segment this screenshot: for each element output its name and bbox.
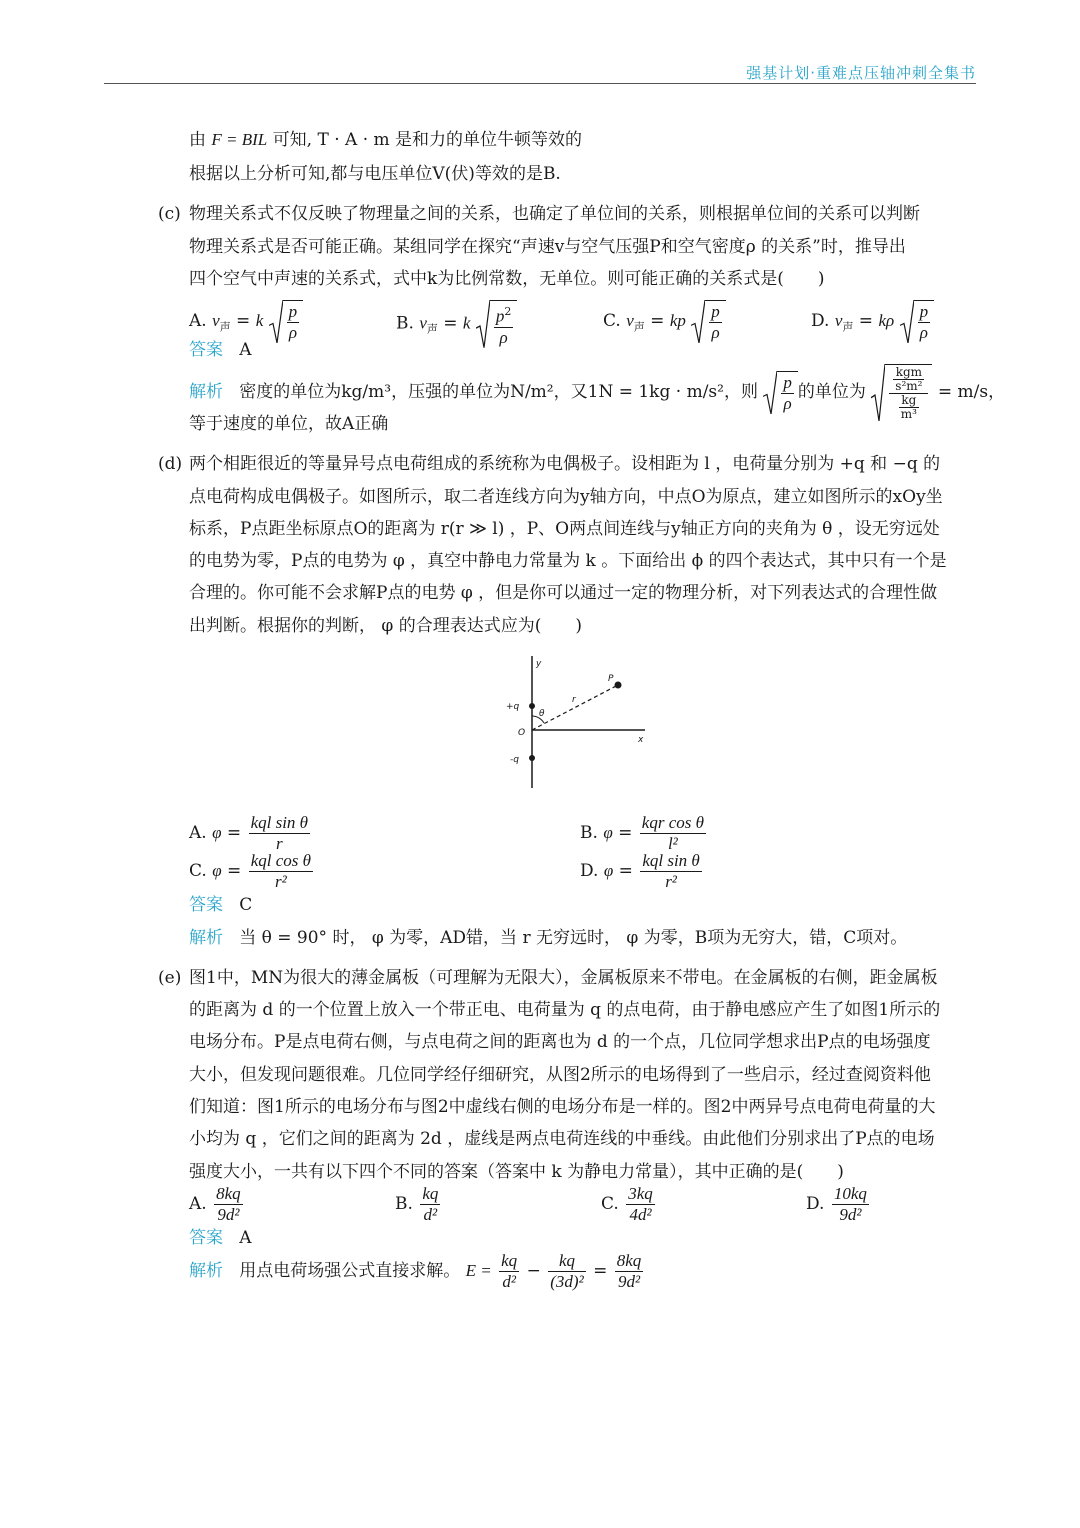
point-p	[615, 682, 622, 689]
intro-text: 可知, T · A · m 是和力的单位牛顿等效的	[272, 130, 583, 150]
sqrt: $\frac{p}{\rho}$	[691, 300, 726, 343]
question-text: 点电荷构成电偶极子。如图所示，取二者连线方向为y轴方向，中点O为原点，建立如图所示的xOy坐	[189, 487, 943, 507]
option-a: A. $v_声 = k$ $\frac{p}{\rho}$	[189, 300, 303, 343]
option-a: A. $\frac{8kq}{\text{9d²}}$	[189, 1184, 241, 1224]
p-label: P	[608, 674, 614, 684]
option-b: B. $v_声 = k$ $\frac{p^2}{\rho}$	[396, 300, 517, 348]
sqrt: $\frac{p^2}{\rho}$	[476, 300, 518, 348]
answer-value: C	[239, 895, 253, 915]
option-label: D.	[811, 311, 830, 331]
unit: kg/m³	[341, 382, 392, 402]
plus-q-label: +q	[506, 702, 520, 712]
minus-charge	[529, 755, 535, 761]
question-text: 电场分布。P是点电荷右侧，与点电荷之间的距离也为 d 的一个点，几位同学想求出P点的电场强度	[189, 1032, 931, 1052]
analysis-text: = m/s，	[937, 382, 1006, 402]
question-text: 物理关系式是否可能正确。某组同学在探究“声速v与空气压强P和空气密度ρ 的关系”时，推导出	[189, 237, 906, 257]
analysis-label: 解析	[189, 928, 223, 948]
analysis-text: ，又	[553, 382, 588, 402]
option-label: C.	[189, 861, 207, 881]
analysis-text: ，压强的单位为	[391, 382, 511, 402]
option-label: A.	[189, 311, 207, 331]
answer-value: A	[239, 340, 252, 360]
option-label: A.	[189, 823, 207, 843]
option-a: A. φ = $\frac{\text{kql sin θ}}{r}$	[189, 813, 309, 853]
answer-line	[189, 339, 252, 361]
question-text: 标系，P点距坐标原点O的距离为 r(r ≫ l) ，P、O两点间连线与y轴正方向的夹角为 θ ，设无穷远处	[189, 519, 940, 539]
answer-label: 答案	[189, 1228, 223, 1248]
question-text: 的距离为 d 的一个位置上放入一个带正电、电荷量为 q 的点电荷，由于静电感应产生了如图1所示的	[189, 1000, 941, 1020]
question-label: (e)	[158, 968, 182, 988]
analysis-line	[189, 927, 907, 949]
minus-q-label: -q	[510, 755, 519, 765]
analysis-text: 当 θ = 90° 时， φ 为零，AD错，当 r 无穷远时， φ 为零，B项为无穷大，错，C项对。	[239, 928, 908, 948]
option-label: C.	[601, 1194, 619, 1214]
formula: F = BIL	[211, 130, 268, 149]
intro-line-1	[189, 129, 582, 151]
option-d: D. φ = $\frac{\text{kql sin θ}}{\text{r²}}$	[580, 851, 700, 891]
theta-label: θ	[539, 709, 545, 719]
question-text: 强度大小，一共有以下四个不同的答案（答案中 k 为静电力常量），其中正确的是( )	[189, 1162, 844, 1182]
option-label: A.	[189, 1194, 207, 1214]
question-text: 大小，但发现问题很难。几位同学经仔细研究，从图2所示的电场得到了一些启示，经过查阅资料他	[189, 1065, 931, 1085]
option-label: B.	[395, 1194, 413, 1214]
option-label: B.	[580, 823, 598, 843]
unit: N/m²	[510, 382, 554, 402]
analysis-text: 密度的单位为	[239, 382, 342, 402]
question-text: 两个相距很近的等量异号点电荷组成的系统称为电偶极子。设相距为 l ，电荷量分别为 +q 和 −q 的	[189, 454, 941, 474]
header-title: 强基计划·重难点压轴冲刺全集书	[746, 64, 976, 82]
formula: E =	[465, 1261, 492, 1280]
analysis-line-2: 等于速度的单位，故A正确	[189, 414, 389, 434]
intro-line-2: 根据以上分析可知,都与电压单位V(伏)等效的是B.	[189, 164, 561, 184]
y-label: y	[536, 659, 542, 669]
x-label: x	[638, 735, 644, 745]
option-c: C. $\frac{3kq}{\text{4d²}}$	[601, 1184, 653, 1224]
answer-line	[189, 894, 252, 916]
sqrt: $\frac{\frac{\text{kgm}}{\text{s²m²}}}{\frac{kg}{\text{m³}}}$	[871, 364, 932, 421]
option-b: B. $\frac{kq}{\text{d²}}$	[395, 1184, 439, 1224]
o-label: O	[518, 728, 526, 738]
answer-label: 答案	[189, 895, 223, 915]
question-text: 图1中，MN为很大的薄金属板（可理解为无限大），金属板原来不带电。在金属板的右侧，距金属板	[189, 968, 938, 988]
answer-line	[189, 1227, 252, 1249]
r-dashed-line	[532, 685, 618, 730]
operator: =	[593, 1261, 608, 1281]
answer-label: 答案	[189, 340, 223, 360]
equation: 1N = 1kg · m/s²	[587, 382, 724, 402]
question-text: 出判断。根据你的判断， φ 的合理表达式应为( )	[189, 616, 582, 636]
question-text: 们知道：图1所示的电场分布与图2中虚线右侧的电场分布是一样的。图2中两异号点电荷电荷量的大	[189, 1097, 936, 1117]
option-label: D.	[580, 861, 599, 881]
analysis-line: 解析 用点电荷场强公式直接求解。 E = $\frac{kq}{\text{d²}}$ − $\frac{kq}{\text{(3d)²}}$ = $\frac{8kq}{\text{9d²}}$	[189, 1251, 642, 1291]
plus-charge	[529, 703, 535, 709]
option-c: C. φ = $\frac{\text{kql cos θ}}{\text{r²}}$	[189, 851, 311, 891]
option-d: D. $\frac{10kq}{\text{9d²}}$	[806, 1184, 867, 1224]
analysis-text: 用点电荷场强公式直接求解。	[239, 1261, 461, 1281]
option-label: D.	[806, 1194, 825, 1214]
question-text: 四个空气中声速的关系式，式中k为比例常数，无单位。则可能正确的关系式是( )	[189, 269, 825, 289]
analysis-text: ，则	[723, 382, 758, 402]
question-text: 物理关系式不仅反映了物理量之间的关系，也确定了单位间的关系，则根据单位间的关系可以判断	[189, 204, 920, 224]
analysis-text: 的单位为	[797, 382, 866, 402]
sqrt: $\frac{p}{\rho}$	[269, 300, 304, 343]
dipole-figure	[500, 650, 660, 790]
analysis-label: 解析	[189, 1261, 223, 1281]
option-label: C.	[603, 311, 621, 331]
intro-text: 由	[189, 130, 206, 150]
question-text: 合理的。你可能不会求解P点的电势 φ ，但是你可以通过一定的物理分析，对下列表达式的合理性做	[189, 583, 938, 603]
question-label: (d)	[158, 454, 183, 474]
answer-value: A	[239, 1228, 252, 1248]
option-b: B. φ = $\frac{\text{kqr cos θ}}{\text{l²}}$	[580, 813, 704, 853]
operator: −	[526, 1261, 541, 1281]
question-text: 小均为 q ，它们之间的距离为 2d ，虚线是两点电荷连线的中垂线。由此他们分别求出了P点的电场	[189, 1129, 935, 1149]
question-label: (c)	[158, 204, 181, 224]
sqrt: $\frac{p}{\rho}$	[900, 300, 935, 343]
question-text: 的电势为零，P点的电势为 φ ，真空中静电力常量为 k 。下面给出 ϕ 的四个表达式，其中只有一个是	[189, 551, 947, 571]
analysis-label: 解析	[189, 382, 223, 402]
option-c: C. $v_声$ = kp $\frac{p}{\rho}$	[603, 300, 726, 343]
option-d: D. $v_声 = k\rho$ $\frac{p}{\rho}$	[811, 300, 934, 343]
sqrt: $\frac{p}{\rho}$	[763, 371, 798, 414]
header-rule	[104, 83, 976, 84]
r-label: r	[572, 695, 576, 705]
option-label: B.	[396, 313, 414, 334]
